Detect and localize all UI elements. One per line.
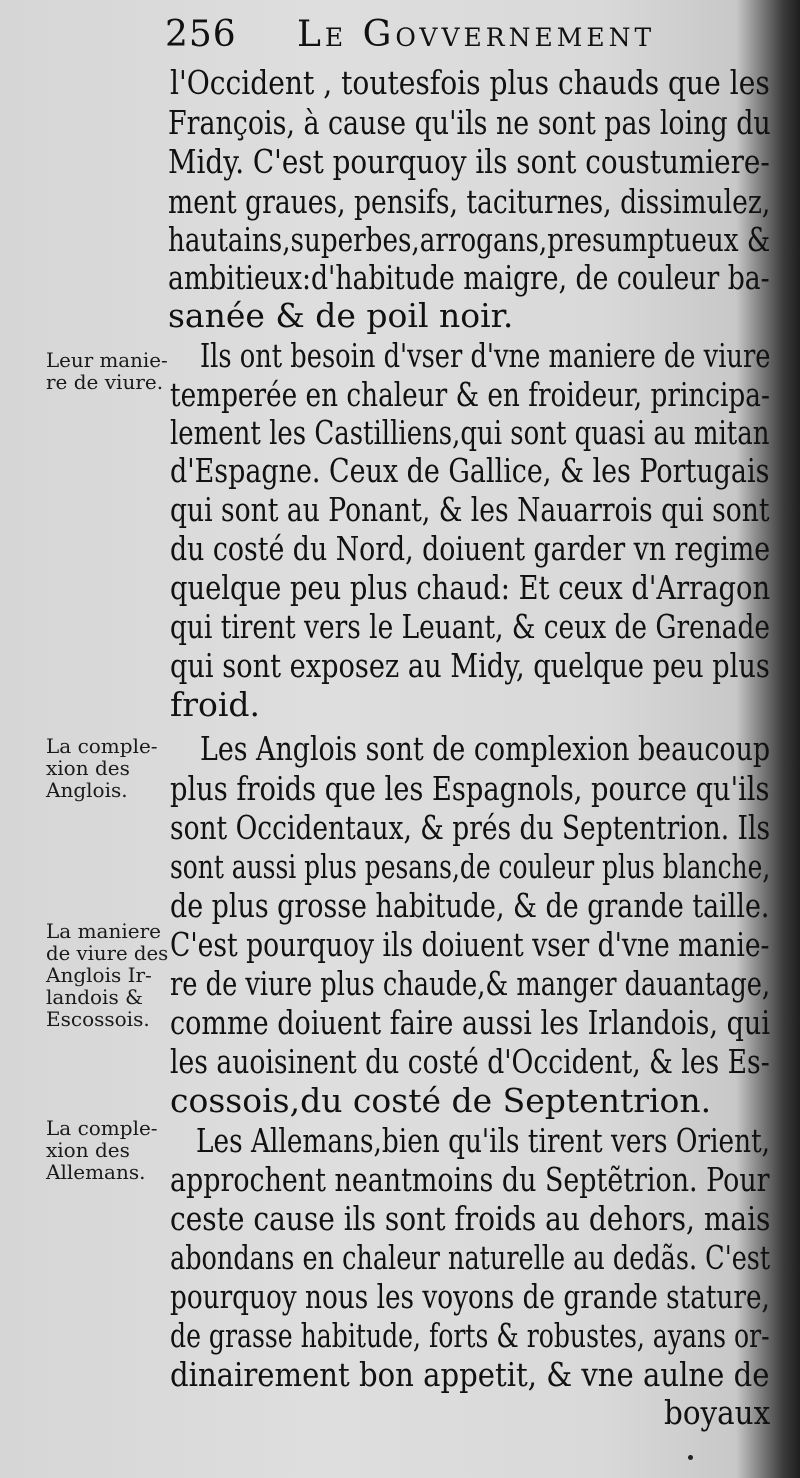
text-line: les auoisinent du costé d'Occident, & les Es-	[170, 1042, 770, 1081]
text-line: sont Occidentaux, & prés du Septentrion. Ils	[170, 808, 771, 847]
text-line: quelque peu plus chaud: Et ceux d'Arragon	[170, 568, 771, 607]
text-line: approchent neantmoins du Septẽtrion. Pour	[170, 1160, 770, 1199]
text-line: qui sont au Ponant, & les Nauarrois qui sont	[170, 490, 770, 529]
text-line: Ils ont besoin d'vser d'vne maniere de viure	[200, 336, 771, 375]
running-head: Le Govvernement	[297, 14, 656, 55]
ink-dot	[688, 1455, 693, 1460]
page-number: 256	[165, 14, 237, 55]
text-line: cossois,du costé de Septentrion.	[170, 1081, 712, 1120]
text-line: abondans en chaleur naturelle au dedãs. C'est	[170, 1238, 771, 1277]
margin-note-line: de viure des	[46, 941, 169, 965]
text-line: de plus grosse habitude, & de grande taille.	[170, 886, 770, 925]
text-line: qui tirent vers le Leuant, & ceux de Grenade	[170, 607, 770, 646]
text-line: qui sont exposez au Midy, quelque peu plus	[170, 646, 770, 685]
margin-note	[46, 349, 168, 393]
margin-note	[46, 920, 168, 1030]
margin-note-line: re de viure.	[46, 370, 164, 394]
margin-note-line: Anglois Ir-	[46, 963, 152, 987]
margin-note	[46, 1117, 168, 1183]
margin-note-line: La maniere	[46, 919, 161, 943]
text-line: temperée en chaleur & en froideur, principa-	[170, 375, 770, 414]
margin-note-line: Anglois.	[46, 778, 128, 802]
text-line: de grasse habitude, forts & robustes, ayans or-	[170, 1316, 770, 1355]
text-line: sanée & de poil noir.	[168, 296, 514, 335]
margin-note-line: Allemans.	[46, 1160, 146, 1184]
text-line: Les Anglois sont de complexion beaucoup	[200, 729, 771, 768]
text-line: sont aussi plus pesans,de couleur plus blanche,	[170, 847, 771, 886]
text-line: froid.	[170, 685, 261, 724]
text-line: dinairement bon appetit, & vne aulne de	[170, 1355, 770, 1394]
text-line: lement les Castilliens,qui sont quasi au mitan	[170, 413, 770, 452]
margin-note-line: xion des	[46, 1138, 130, 1162]
text-line: François, à cause qu'ils ne sont pas loing du	[168, 103, 771, 142]
text-line: ceste cause ils sont froids au dehors, mais	[170, 1199, 771, 1238]
text-line: ambitieux:d'habitude maigre, de couleur ba-	[168, 258, 770, 297]
text-line: comme doiuent faire aussi les Irlandois, qui	[170, 1003, 770, 1042]
margin-note-line: Leur manie-	[46, 348, 168, 372]
text-line: du costé du Nord, doiuent garder vn regime	[170, 529, 771, 568]
margin-note-line: La comple-	[46, 1116, 158, 1140]
margin-note-line: La comple-	[46, 734, 158, 758]
text-line: d'Espagne. Ceux de Gallice, & les Portugais	[170, 451, 770, 490]
text-line: pourquoy nous les voyons de grande stature,	[170, 1277, 770, 1316]
text-line: Midy. C'est pourquoy ils sont coustumiere-	[168, 142, 770, 181]
margin-note-line: landois &	[46, 985, 143, 1009]
text-line: Les Allemans,bien qu'ils tirent vers Orient,	[196, 1121, 771, 1160]
margin-note-line: Escossois.	[46, 1007, 150, 1031]
margin-note	[46, 735, 168, 801]
margin-note-line: xion des	[46, 756, 130, 780]
text-line: hautains,superbes,arrogans,presumptueux &	[168, 220, 771, 259]
text-line: ment graues, pensifs, taciturnes, dissimulez,	[168, 182, 771, 221]
catchword: boyaux	[664, 1393, 771, 1432]
text-line: plus froids que les Espagnols, pource qu'ils	[170, 769, 770, 808]
text-line: re de viure plus chaude,& manger dauantage,	[170, 964, 771, 1003]
text-line: C'est pourquoy ils doiuent vser d'vne manie-	[170, 925, 770, 964]
text-line: l'Occident , toutesfois plus chauds que les	[170, 63, 770, 102]
